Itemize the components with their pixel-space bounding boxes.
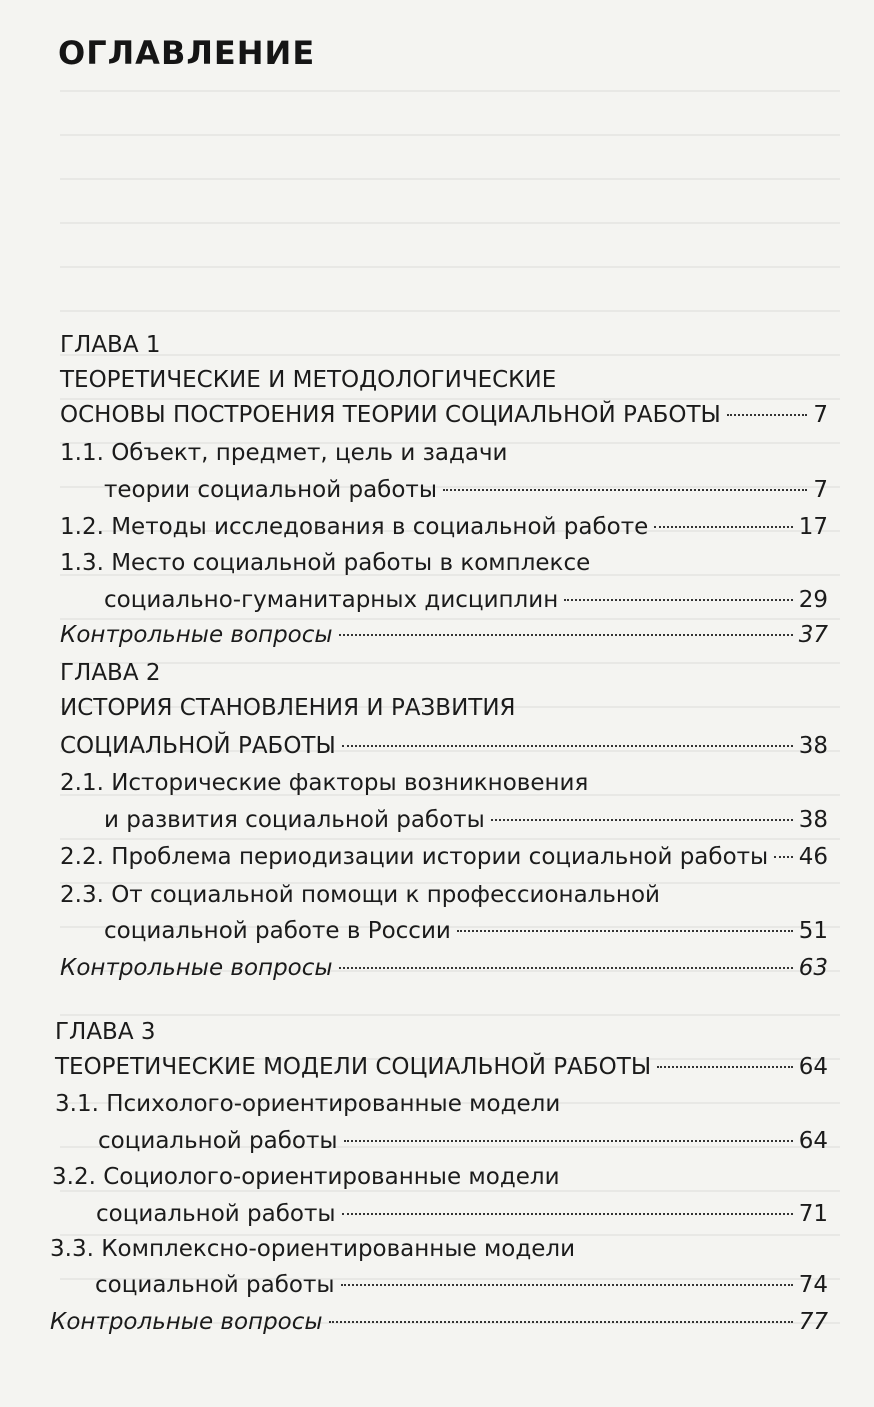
- toc-entry[interactable]: [0, 473, 874, 507]
- page-number: 38: [798, 733, 828, 759]
- toc-entry: 1.1. Объект, предмет, цель и задачи: [60, 440, 508, 466]
- toc-entry[interactable]: [0, 1124, 874, 1158]
- page-number: 77: [798, 1309, 828, 1335]
- entry-label: социальной работы: [96, 1201, 336, 1227]
- page-number: 51: [798, 918, 828, 944]
- toc-entry[interactable]: [0, 729, 874, 763]
- chapter-label: ГЛАВА 3: [55, 1019, 156, 1045]
- page-number: 64: [798, 1054, 828, 1080]
- entry-label: Контрольные вопросы: [60, 955, 333, 981]
- dot-leader: [654, 526, 792, 528]
- entry-label: Контрольные вопросы: [60, 622, 333, 648]
- page-number: 74: [798, 1272, 828, 1298]
- toc-entry[interactable]: [0, 951, 874, 985]
- toc-entry: 3.3. Комплексно-ориентированные модели: [50, 1236, 576, 1262]
- entry-label: социально-гуманитарных дисциплин: [104, 587, 559, 613]
- toc-entry: 1.3. Место социальной работы в комплексе: [60, 550, 591, 576]
- toc-entry[interactable]: [0, 803, 874, 837]
- entry-label: 1.2. Методы исследования в социальной работе: [60, 514, 649, 540]
- entry-label: социальной работе в России: [104, 918, 451, 944]
- page-number: 7: [813, 477, 828, 503]
- dot-leader: [774, 856, 793, 858]
- entry-label: Контрольные вопросы: [50, 1309, 323, 1335]
- entry-label: теории социальной работы: [104, 477, 437, 503]
- page-number: 71: [798, 1201, 828, 1227]
- page-number: 46: [798, 844, 828, 870]
- toc-entry[interactable]: [0, 1305, 874, 1339]
- toc-entry[interactable]: [0, 398, 874, 432]
- dot-leader: [342, 1213, 793, 1215]
- dot-leader: [443, 489, 807, 491]
- dot-leader: [657, 1066, 793, 1068]
- toc-entry[interactable]: [0, 583, 874, 617]
- chapter-label: ГЛАВА 2: [60, 660, 161, 686]
- dot-leader: [727, 414, 808, 416]
- chapter-label: ГЛАВА 1: [60, 332, 161, 358]
- entry-label: 2.2. Проблема периодизации истории социальной работы: [60, 844, 769, 870]
- chapter-title: ТЕОРЕТИЧЕСКИЕ И МЕТОДОЛОГИЧЕСКИЕ: [60, 367, 557, 393]
- page-number: 38: [798, 807, 828, 833]
- toc-entry[interactable]: [0, 1197, 874, 1231]
- toc-entry: 3.2. Социолого-ориентированные модели: [52, 1164, 560, 1190]
- toc-entry[interactable]: [0, 510, 874, 544]
- page-number: 29: [798, 587, 828, 613]
- page-number: 64: [798, 1128, 828, 1154]
- toc-entry[interactable]: [0, 914, 874, 948]
- toc-entry: 3.1. Психолого-ориентированные модели: [55, 1091, 561, 1117]
- dot-leader: [342, 745, 793, 747]
- dot-leader: [341, 1284, 793, 1286]
- dot-leader: [339, 967, 793, 969]
- toc-entry: 2.1. Исторические факторы возникновения: [60, 770, 589, 796]
- dot-leader: [339, 634, 793, 636]
- page-number: 37: [798, 622, 828, 648]
- entry-label: социальной работы: [95, 1272, 335, 1298]
- toc-entry[interactable]: [0, 1050, 874, 1084]
- entry-label: ТЕОРЕТИЧЕСКИЕ МОДЕЛИ СОЦИАЛЬНОЙ РАБОТЫ: [55, 1054, 652, 1080]
- chapter-title: ИСТОРИЯ СТАНОВЛЕНИЯ И РАЗВИТИЯ: [60, 695, 516, 721]
- dot-leader: [457, 930, 793, 932]
- toc-entry[interactable]: [0, 1268, 874, 1302]
- dot-leader: [329, 1321, 793, 1323]
- entry-label: социальной работы: [98, 1128, 338, 1154]
- toc-entry[interactable]: [0, 618, 874, 652]
- entry-label: ОСНОВЫ ПОСТРОЕНИЯ ТЕОРИИ СОЦИАЛЬНОЙ РАБОТЫ: [60, 402, 721, 428]
- page-number: 17: [798, 514, 828, 540]
- page-number: 63: [798, 955, 828, 981]
- toc-entry: 2.3. От социальной помощи к профессиональной: [60, 882, 660, 908]
- entry-label: СОЦИАЛЬНОЙ РАБОТЫ: [60, 733, 336, 759]
- page-number: 7: [813, 402, 828, 428]
- page-title: ОГЛАВЛЕНИЕ: [58, 34, 316, 72]
- dot-leader: [344, 1140, 793, 1142]
- entry-label: и развития социальной работы: [104, 807, 485, 833]
- toc-entry[interactable]: [0, 840, 874, 874]
- dot-leader: [564, 599, 792, 601]
- dot-leader: [491, 819, 793, 821]
